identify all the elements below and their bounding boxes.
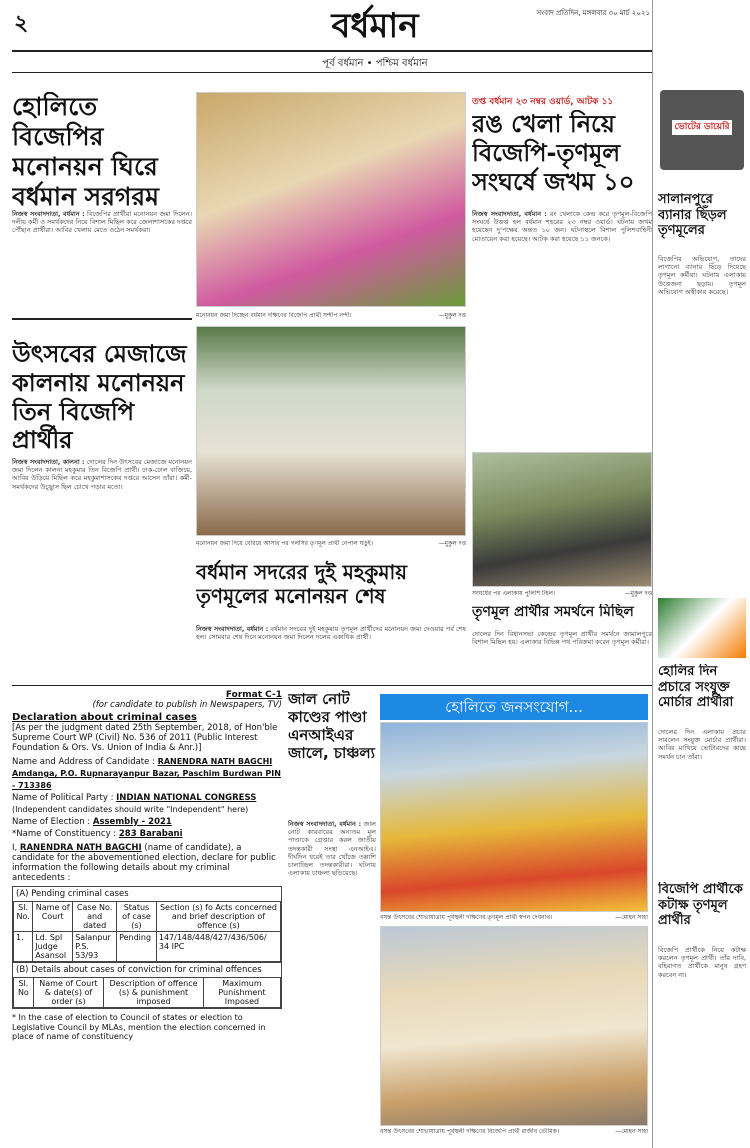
header-rule <box>12 50 652 52</box>
story3-rule <box>12 318 192 320</box>
form-party-label: Name of Political Party : <box>12 793 114 803</box>
pending-cases-table <box>13 901 281 962</box>
form-title: Declaration about criminal cases <box>12 712 197 723</box>
fold-rule <box>12 685 652 686</box>
form-section-b: (B) Details about cases of conviction for criminal offences <box>13 962 281 977</box>
sidebar-story1-body: বিজেপির অভিযোগ, তাদের লাগানো ব্যানার ছিঁড়ে দিয়েছে তৃণমূল কর্মীরা। ঘটনায় এলাকায় উত্তেজনা ছড়ায়। তৃণমূল অভিযোগ অস্বীকার করেছে। <box>658 255 746 296</box>
story1-photo <box>196 92 466 307</box>
party-symbol <box>658 598 746 658</box>
story2-text: রং খেলাকে কেন্দ্র করে তৃণমূল-বিজেপি সংঘর্ষে উত্তপ্ত হল বর্ধমান শহরের ২৩ নম্বর ওয়ার্ড। ঘটনায় জখম হয়েছেন দু'পক্ষের অন্তত ১০ জন। ঘটনাস্থলে বিশাল পুলিশবাহিনী মোতায়েন করা হয়েছে। আটক করা হয়েছে ১১ জনকে। <box>472 210 652 243</box>
story2-body <box>472 210 652 450</box>
story2-credit: —মুকুল দত্ত <box>624 590 652 597</box>
story2-photo <box>472 452 652 587</box>
story1-byline: নিজস্ব সংবাদদাতা, বর্ধমান : <box>12 210 85 218</box>
form-name-value: RANENDRA NATH BAGCHI Amdanga, P.O. Rupnarayanpur Bazar, Paschim Burdwan PIN - 713386 <box>12 757 281 790</box>
table-cell: Salanpur P.S. 53/93 <box>73 932 117 962</box>
table-b-header: Name of Court & date(s) of order (s) <box>33 978 103 1008</box>
story5-body: দোলের দিন বিধানসভা কেন্দ্রের তৃণমূল প্রার্থীর সমর্থনে জামালপুরে বিশাল মিছিল হয়। এলাকার বিভিন্ন পথ পরিক্রমা করেন তৃণমূল কর্মীরা। <box>472 630 652 647</box>
sidebar-story3-headline: বিজেপি প্রার্থীকে কটাক্ষ তৃণমূল প্রার্থীর <box>658 882 743 929</box>
feature-photo-1 <box>380 722 648 912</box>
table-a-header: Status of case (s) <box>117 902 157 932</box>
form-declaration-name: RANENDRA NATH BAGCHI <box>19 843 142 853</box>
form-note: (for candidate to publish in Newspapers, TV) <box>92 700 282 710</box>
table-row <box>14 932 281 962</box>
form-preamble: [As per the judgment dated 25th September, 2018, of Hon'ble Supreme Court WP (Civil) No. 536 of 2011 (Public Interest Foundation & Ors. Vs. Union of India & Anr.)] <box>12 723 278 753</box>
form-party-value: INDIAN NATIONAL CONGRESS <box>116 793 257 803</box>
story4-headline: বর্ধমান সদরের দুই মহকুমায় তৃণমূলের মনোনয়ন শেষ <box>196 560 408 608</box>
story3-byline: নিজস্ব সংবাদদাতা, কালনা : <box>12 458 85 466</box>
story1-credit: —মুকুল দত্ত <box>438 312 466 319</box>
table-a-header: Sl. No. <box>14 902 33 932</box>
diary-label: ভোটের ডায়েরি <box>672 120 732 135</box>
form-footnote: * In the case of election to Council of states or election to Legislative Council by MLAs, mention the election concerned in place of name of constituency <box>12 1013 266 1041</box>
story2-kicker: তপ্ত বর্ধমান ২৩ নম্বর ওয়ার্ড, আটক ১১ <box>472 97 614 107</box>
form-constituency-value: 283 Barabani <box>118 829 183 839</box>
form-name-label: Name and Address of Candidate : <box>12 757 155 767</box>
story2-byline: নিজস্ব সংবাদদাতা, বর্ধমান : <box>472 210 547 218</box>
sidebar-story1-headline: সালানপুরে ব্যানার ছিঁড়ল তৃণমূলের <box>658 192 727 239</box>
table-b-header: Description of offence (s) & punishment imposed <box>104 978 204 1008</box>
story3-credit: —মুকুল দত্ত <box>438 540 466 547</box>
sidebar-story3-body: বিজেপি প্রার্থীকে নিয়ে কটাক্ষ করলেন তৃণমূল প্রার্থী। তাঁর দাবি, বহিরাগত প্রার্থীকে মানুষ গ্রহণ করবেন না। <box>658 946 746 979</box>
table-cell: 147/148/448/427/436/506/ 34 IPC <box>156 932 280 962</box>
sidebar-story2-body: দোলের দিন এলাকায় প্রচার সারলেন সংযুক্ত মোর্চার প্রার্থীরা। আবির মাখিয়ে ভোটারদের কাছে সমর্থন চান তাঁরা। <box>658 728 746 761</box>
page-number: ২ <box>14 11 29 36</box>
feature-caption-2: বসন্ত উৎসবের শোভাযাত্রায় পূর্বস্থলী দক্ষিণের বিজেপি প্রার্থী রাজীব ভৌমিক। <box>380 1128 559 1135</box>
story1-caption: মনোনয়ন জমা দিচ্ছেন বর্ধমান দক্ষিণের বিজেপি প্রার্থী সন্দীপ নন্দী। <box>196 312 352 319</box>
feature-credit-1: —মোহন সাহা <box>615 914 648 921</box>
story3-headline: উৎসবের মেজাজে কালনায় মনোনয়ন তিন বিজেপি প্রার্থীর <box>12 340 187 455</box>
feature-caption-1: বসন্ত উৎসবের শোভাযাত্রায় পূর্বস্থলী দক্ষিণের তৃণমূল প্রার্থী স্বপন দেবনাথ। <box>380 914 553 921</box>
story3-body <box>12 458 192 683</box>
story2-caption: সংঘর্ষের পর এলাকায় পুলিশি টহল। <box>472 590 556 597</box>
story1-body <box>12 210 192 310</box>
story3-text: দোলের দিন উৎসবের মেজাজে মনোনয়ন জমা দিলেন কালনা মহকুমার তিন বিজেপি প্রার্থী। ঢাক-ঢোল বাজিয়ে, আবির উড়িয়ে মিছিল করে মহকুমাশাসকের দপ্তরে আসেন তাঁরা। কর্মী-সমর্থকদের উচ্ছ্বাস ছিল চোখে পড়ার মতো। <box>12 458 192 491</box>
story2-headline: রঙ খেলা নিয়ে বিজেপি-তৃণমূল সংঘর্ষে জখম ১০ <box>472 110 635 196</box>
table-cell: Ld. Spl Judge Asansol <box>33 932 73 962</box>
conviction-cases-table <box>13 977 281 1008</box>
story6-byline: নিজস্ব সংবাদদাতা, বর্ধমান : <box>288 820 362 828</box>
form-declaration-intro: I, <box>12 843 18 853</box>
subhead-rule <box>12 72 652 73</box>
table-b-header: Sl. No <box>14 978 34 1008</box>
story6-body <box>288 820 376 1138</box>
table-a-header: Section (s) fo Acts concerned and brief description of offence (s) <box>156 902 280 932</box>
form-election-value: Assembly - 2021 <box>92 817 172 827</box>
table-b-header: Maximum Punishment Imposed <box>203 978 280 1008</box>
story4-text: বর্ধমান সদরের দুই মহকুমায় তৃণমূল প্রার্থীদের মনোনয়ন জমা দেওয়ার পর্ব শেষ হল। সোমবার শেষ দিনে মনোনয়ন জমা দিলেন দলের একাধিক প্রার্থী। <box>196 625 466 642</box>
story6-text: জাল নোট কারবারের অন্যতম মূল পাণ্ডাকে গ্রেপ্তার করল জাতীয় তদন্তকারী সংস্থা এনআইএ। দীর্ঘদিন ধরেই তার খোঁজে তল্লাশি চালাচ্ছিল তদন্তকারীরা। ঘটনায় এলাকায় চাঞ্চল্য ছড়িয়েছে। <box>288 820 376 878</box>
story3-photo <box>196 326 466 536</box>
form-declaration-text: (name of candidate), a candidate for the abovementioned election, declare for public information the following details about my criminal antecedents : <box>12 843 276 883</box>
feature-title: হোলিতে জনসংযোগ... <box>380 694 648 720</box>
story1-headline: হোলিতে বিজেপির মনোনয়ন ঘিরে বর্ধমান সরগরম <box>12 92 159 211</box>
table-cell: 1. <box>14 932 33 962</box>
form-format: Format C-1 <box>225 690 282 700</box>
table-a-header: Case No. and dated <box>73 902 117 932</box>
story5-headline: তৃণমূল প্রার্থীর সমর্থনে মিছিল <box>472 604 634 620</box>
story4-body <box>196 625 466 675</box>
story1-text: বিজেপির প্রার্থীরা মনোনয়ন জমা দিলেন। দলীয় কর্মী ও সমর্থকদের নিয়ে বিশাল মিছিল করে জেলাশাসকের দপ্তরে পৌঁছান প্রার্থীরা। আবির খেলায় মেতে ওঠেন সমর্থকরা। <box>12 210 192 235</box>
feature-photo-2 <box>380 926 648 1126</box>
subhead: পূর্ব বর্ধমান • পশ্চিম বর্ধমান <box>322 58 428 69</box>
sidebar-story2-headline: হোলির দিন প্রচারে সংযুক্ত মোর্চার প্রার্থীরা <box>658 664 734 711</box>
form-section-a: (A) Pending criminal cases <box>16 889 129 899</box>
story4-byline: নিজস্ব সংবাদদাতা, বর্ধমান : <box>196 625 269 633</box>
form-party-note: (Independent candidates should write "Independent" here) <box>12 805 249 814</box>
form-election-label: Name of Election : <box>12 817 91 827</box>
story3-caption: মনোনয়ন জমা দিয়ে বেরিয়ে আসার পর গলসির তৃণমূল প্রার্থী নেপাল ঘড়ুই। <box>196 540 373 547</box>
masthead: বর্ধমান <box>331 6 419 46</box>
criminal-cases-form <box>12 690 282 1140</box>
table-cell: Pending <box>117 932 157 962</box>
table-a-header: Name of Court <box>33 902 73 932</box>
story6-headline: জাল নোট কাণ্ডের পাণ্ডা এনআইএর জালে, চাঞ্চল্য <box>288 690 375 762</box>
sidebar-divider <box>652 0 653 1148</box>
dateline: সংবাদ প্রতিদিন, মঙ্গলবার ৩০ মার্চ ২০২১ <box>536 9 650 17</box>
form-constituency-label: *Name of Constituency : <box>12 829 117 839</box>
feature-credit-2: —মোহন সাহা <box>615 1128 648 1135</box>
